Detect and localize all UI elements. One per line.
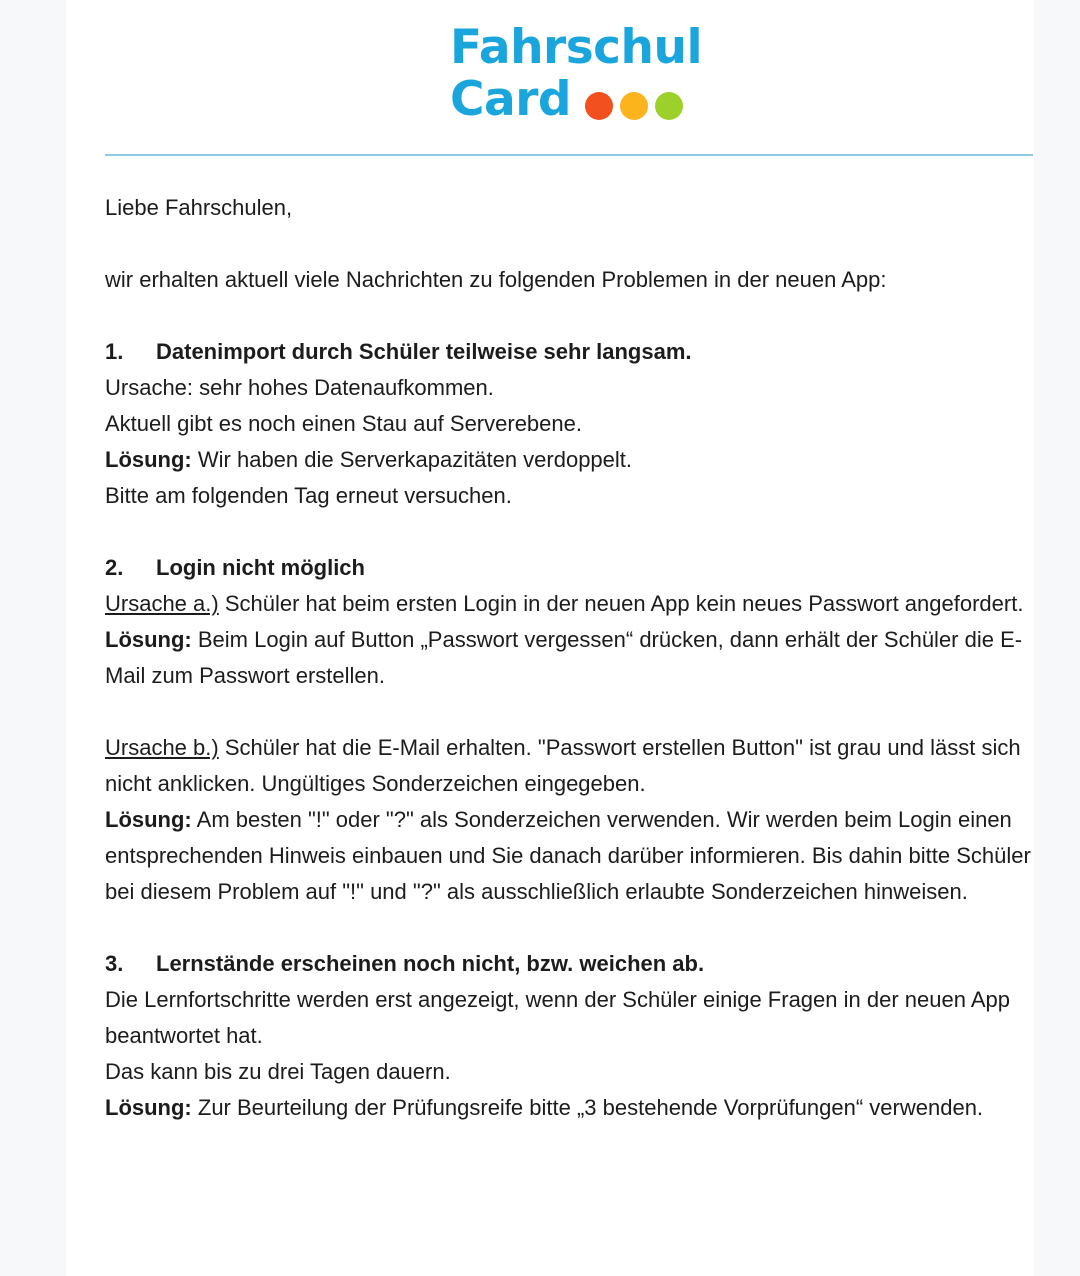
- logo-dot-red-icon: [585, 92, 613, 120]
- section-1: [105, 334, 1035, 514]
- section-1-solution: [105, 442, 1035, 478]
- section-1-number: 1.: [105, 339, 124, 364]
- section-2-cause-a: [105, 586, 1035, 622]
- solution-label: Lösung:: [105, 447, 192, 472]
- section-3-number: 3.: [105, 951, 124, 976]
- header-divider: [105, 154, 1033, 156]
- solution-text: Zur Beurteilung der Prüfungsreife bitte „3 bestehende Vorprüfungen“ verwenden.: [191, 1095, 984, 1120]
- right-margin: [1034, 0, 1080, 1276]
- cause-b-label: Ursache b.): [105, 735, 219, 760]
- left-margin: [0, 0, 66, 1276]
- letter-body: [105, 190, 1035, 1126]
- greeting: Liebe Fahrschulen,: [105, 195, 293, 220]
- section-2: [105, 550, 1035, 910]
- cause-b-text: Schüler hat die E-Mail erhalten. "Passwort erstellen Button" ist grau und lässt sich nicht anklicken. Ungültiges Sonderzeichen eingegeben.: [105, 735, 1021, 796]
- section-1-cause: Ursache: sehr hohes Datenaufkommen.: [105, 375, 494, 400]
- section-1-advice: Bitte am folgenden Tag erneut versuchen.: [105, 483, 512, 508]
- section-3: [105, 946, 1035, 1126]
- solution-label: Lösung:: [105, 807, 192, 832]
- section-2-solution-a: [105, 622, 1035, 694]
- section-2-number: 2.: [105, 555, 124, 580]
- solution-label: Lösung:: [105, 627, 192, 652]
- solution-text: Am besten "!" oder "?" als Sonderzeichen verwenden. Wir werden beim Login einen entsprechenden Hinweis einbauen und Sie danach darüber informieren. Bis dahin bitte Schüler bei diesem Problem auf "!" und "?" als ausschließlich erlaubte Sonderzeichen hinweisen.: [105, 807, 1031, 904]
- solution-text: Beim Login auf Button „Passwort vergessen“ drücken, dann erhält der Schüler die E-Mail zum Passwort erstellen.: [105, 627, 1023, 688]
- section-2-solution-b: [105, 802, 1035, 910]
- solution-label: Lösung:: [105, 1095, 192, 1120]
- intro-text: wir erhalten aktuell viele Nachrichten zu folgenden Problemen in der neuen App:: [105, 267, 887, 292]
- section-1-heading: [105, 334, 1035, 370]
- section-2-title: Login nicht möglich: [156, 555, 365, 580]
- section-1-detail: Aktuell gibt es noch einen Stau auf Serverebene.: [105, 411, 582, 436]
- logo-dot-orange-icon: [620, 92, 648, 120]
- logo-text-line2: Card: [450, 72, 572, 127]
- logo-dot-green-icon: [655, 92, 683, 120]
- section-2-cause-b: [105, 730, 1035, 802]
- section-1-title: Datenimport durch Schüler teilweise sehr langsam.: [156, 339, 692, 364]
- section-3-duration: Das kann bis zu drei Tagen dauern.: [105, 1059, 451, 1084]
- solution-text: Wir haben die Serverkapazitäten verdoppelt.: [191, 447, 633, 472]
- cause-a-label: Ursache a.): [105, 591, 219, 616]
- section-2-heading: [105, 550, 1035, 586]
- section-3-detail: Die Lernfortschritte werden erst angezeigt, wenn der Schüler einige Fragen in der neuen App beantwortet hat.: [105, 987, 1010, 1048]
- section-3-heading: [105, 946, 1035, 982]
- logo-text-line1: Fahrschul: [450, 20, 703, 75]
- cause-a-text: Schüler hat beim ersten Login in der neuen App kein neues Passwort angefordert.: [218, 591, 1024, 616]
- section-3-title: Lernstände erscheinen noch nicht, bzw. weichen ab.: [156, 951, 705, 976]
- section-3-solution: [105, 1090, 1035, 1126]
